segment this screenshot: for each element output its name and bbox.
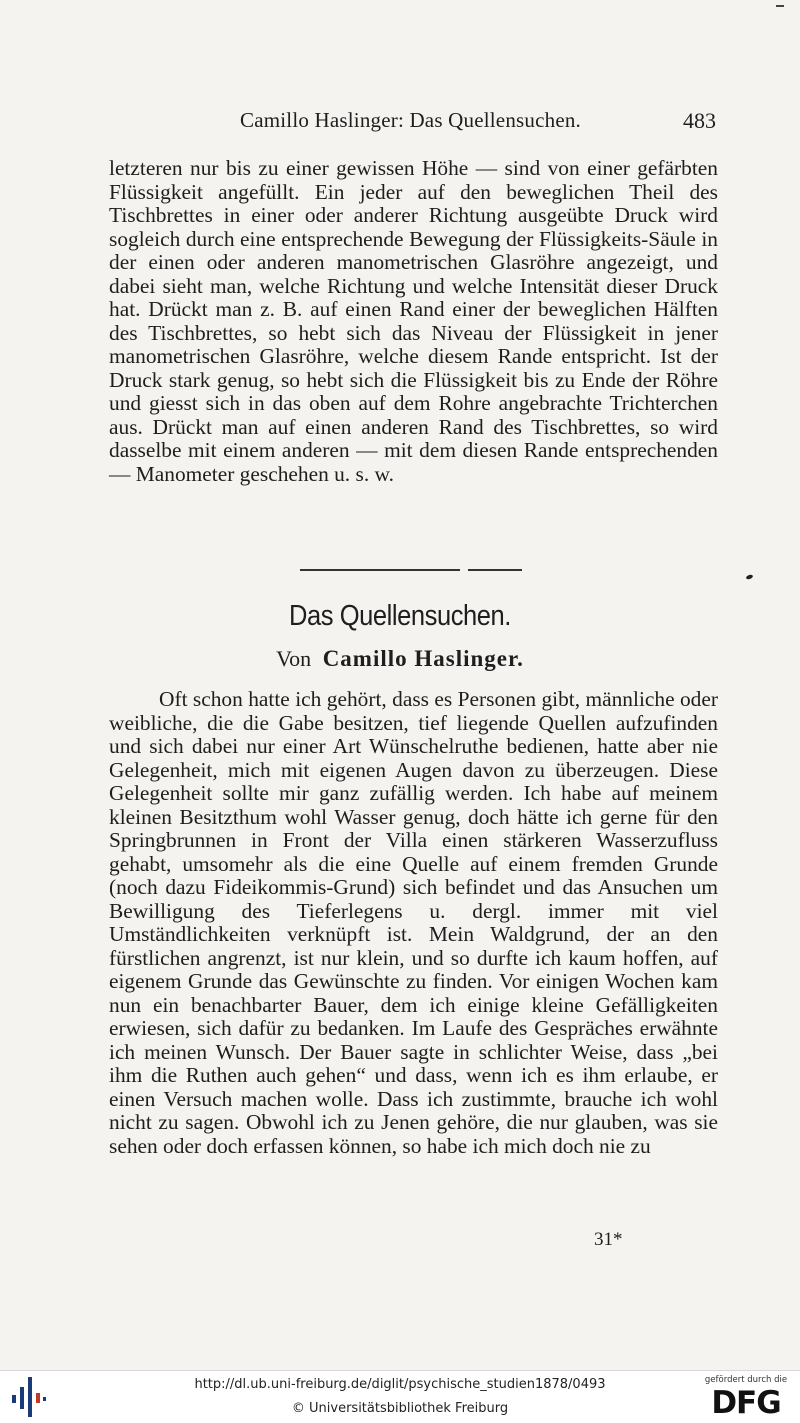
byline-author: Camillo Haslinger. [322, 646, 524, 671]
signature-mark: 31* [594, 1229, 623, 1250]
dfg-logo-text: DFG [711, 1385, 781, 1421]
running-title: Camillo Haslinger: Das Quellensuchen. [240, 108, 581, 132]
divider-gap [460, 567, 468, 572]
page-number: 483 [683, 108, 716, 133]
ink-mark [746, 574, 754, 580]
dfg-logo-icon [700, 1373, 792, 1421]
paragraph-continued: letzteren nur bis zu einer gewissen Höhe — sind von einer gefärbten Flüssigkeit angefüllt. Ein jeder auf den beweglichen Theil des Tischbrettes in einer oder anderer Richtung ausgeübte Druck wird sogleich durch eine entsprechende Bewegung der Flüssigkeits-Säule in der einen oder anderen manometrischen Glasröhre angezeigt, und dabei sieht man, welche Richtung und welche Intensität dieser Druck hat. Drückt man z. B. auf einen Rand einer der beweglichen Hälften des Tischbrettes, so hebt sich das Niveau der Flüssigkeit in jener manometrischen Glasröhre, welche diesem Rande entspricht. Ist der Druck stark genug, so hebt sich die Flüssigkeit bis zu Ende der Röhre und giesst sich in das oben auf dem Rohre angebrachte Trichterchen aus. Drückt man auf einen anderen Rand des Tischbrettes, so wird dasselbe mit einem anderen — mit dem diesen Rande entsprechenden — Manometer geschehen u. s. w. [109, 156, 718, 486]
scan-mark [776, 5, 784, 7]
footer-bar [0, 1370, 800, 1423]
byline [0, 646, 800, 672]
dfg-funding-text: gefördert durch die [704, 1375, 788, 1385]
section-divider [300, 569, 522, 571]
paragraph-article-start: Oft schon hatte ich gehört, dass es Personen gibt, männliche oder weibliche, die die Gabe besitzen, tief liegende Quellen aufzufinden und sich dabei nur einer Art Wünschelruthe bedienen, hatte aber nie Gelegenheit, mich mit eigenen Augen davon zu überzeugen. Diese Gelegenheit sollte mir ganz zufällig werden. Ich habe auf meinem kleinen Besitzthum wohl Wasser genug, doch hätte ich gerne für den Springbrunnen in Front der Villa einen stärkeren Wasserzufluss gehabt, umsomehr als die eine Quelle auf einem fremden Grunde (noch dazu Fideikommis-Grund) sich befindet und das Ansuchen um Bewilligung des Tieferlegens u. dergl. immer mit viel Umständlichkeiten verknüpft ist. Mein Waldgrund, der an den fürstlichen angrenzt, ist nur klein, und so durfte ich kaum hoffen, auf eigenem Grunde das Gewünschte zu finden. Vor einigen Wochen kam nun ein benachbarter Bauer, dem ich einige kleine Gefälligkeiten erwiesen, sich dafür zu bedanken. Im Laufe des Gespräches erwähnte ich meinen Wunsch. Der Bauer sagte in schlichter Weise, dass „bei ihm die Ruthen auch gehen“ und dass, wenn ich es ihm erlaube, er einen Versuch machen wolle. Dass ich zustimmte, brauche ich wohl nicht zu sagen. Obwohl ich zu Jenen gehöre, die nur glauben, was sie sehen oder doch erfassen können, so habe ich mich doch nie zu [109, 687, 718, 1158]
footer-url[interactable]: http://dl.ub.uni-freiburg.de/diglit/psychische_studien1878/0493 [194, 1377, 606, 1392]
article-title: Das Quellensuchen. [289, 600, 511, 632]
byline-prefix: Von [276, 646, 312, 671]
footer-copyright: © Universitätsbibliothek Freiburg [291, 1401, 509, 1416]
running-header [110, 108, 720, 138]
